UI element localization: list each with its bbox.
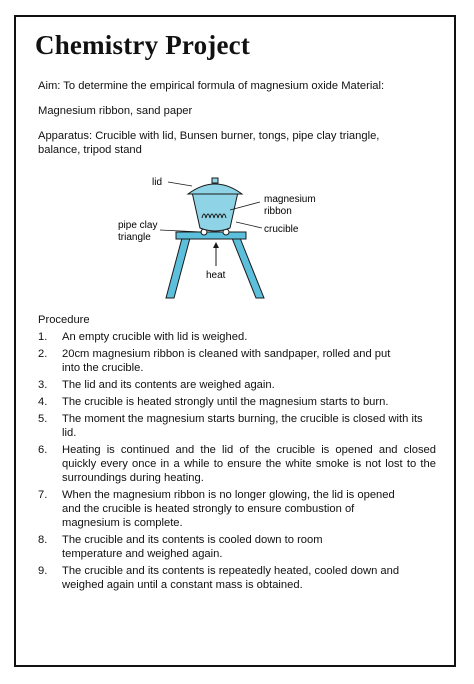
- step-number: 1.: [38, 331, 48, 343]
- materials-text: Magnesium ribbon, sand paper: [38, 105, 193, 117]
- apparatus-text: Apparatus: Crucible with lid, Bunsen burner, tongs, pipe clay triangle, balance, tripod stand: [38, 130, 380, 156]
- step-number: 3.: [38, 379, 48, 391]
- procedure-step-1: [38, 330, 436, 344]
- step-number: 9.: [38, 565, 48, 577]
- lid-knob: [212, 178, 218, 183]
- crucible-body: [192, 192, 238, 231]
- step-text: An empty crucible with lid is weighed.: [62, 331, 248, 343]
- procedure-step-9: [38, 564, 436, 592]
- step-number: 6.: [38, 444, 48, 456]
- crucible-lid: [188, 184, 242, 194]
- page-title: Chemistry Project: [35, 30, 251, 60]
- procedure-heading: Procedure: [38, 314, 90, 326]
- procedure-list: [38, 330, 436, 595]
- step-text: When the magnesium ribbon is no longer glowing, the lid is opened and the crucible is heated strongly to ensure combustion of magnesium is complete.: [62, 489, 395, 529]
- procedure-step-6: [38, 443, 436, 485]
- procedure-step-3: [38, 378, 436, 392]
- step-text: Heating is continued and the lid of the crucible is opened and closed quickly every once in a while to ensure the white smoke is not lost to the surroundings during heating.: [62, 444, 436, 484]
- label-triangle: triangle: [118, 232, 151, 243]
- step-number: 7.: [38, 489, 48, 501]
- label-magnesium: magnesium: [264, 194, 316, 205]
- tripod-leg-left: [166, 238, 190, 298]
- step-text: The crucible is heated strongly until the magnesium starts to burn.: [62, 396, 389, 408]
- label-pipe-clay: pipe clay: [118, 220, 158, 231]
- procedure-step-4: [38, 395, 436, 409]
- step-text: 20cm magnesium ribbon is cleaned with sandpaper, rolled and put into the crucible.: [62, 348, 391, 374]
- procedure-step-7: [38, 488, 436, 530]
- step-text: The crucible and its contents is repeatedly heated, cooled down and weighed again until a constant mass is obtained.: [62, 565, 400, 591]
- step-number: 4.: [38, 396, 48, 408]
- step-number: 2.: [38, 348, 48, 360]
- step-text: The crucible and its contents is cooled down to room temperature and weighed again.: [62, 534, 323, 560]
- aim-text: Aim: To determine the empirical formula of magnesium oxide Material:: [38, 80, 385, 92]
- procedure-step-5: [38, 412, 436, 440]
- procedure-step-8: [38, 533, 436, 561]
- label-lid: lid: [152, 177, 163, 188]
- step-number: 5.: [38, 413, 48, 425]
- step-text: The moment the magnesium starts burning, the crucible is closed with its lid.: [62, 413, 423, 439]
- step-text: The lid and its contents are weighed again.: [62, 379, 275, 391]
- label-ribbon: ribbon: [264, 206, 292, 217]
- label-heat: heat: [206, 270, 226, 281]
- crucible-apparatus-diagram: [118, 172, 324, 304]
- heat-arrow-head: [213, 242, 219, 248]
- tripod-top: [176, 232, 246, 239]
- step-number: 8.: [38, 534, 48, 546]
- label-crucible: crucible: [264, 224, 299, 235]
- tripod-leg-right: [232, 238, 264, 298]
- procedure-step-2: [38, 347, 436, 375]
